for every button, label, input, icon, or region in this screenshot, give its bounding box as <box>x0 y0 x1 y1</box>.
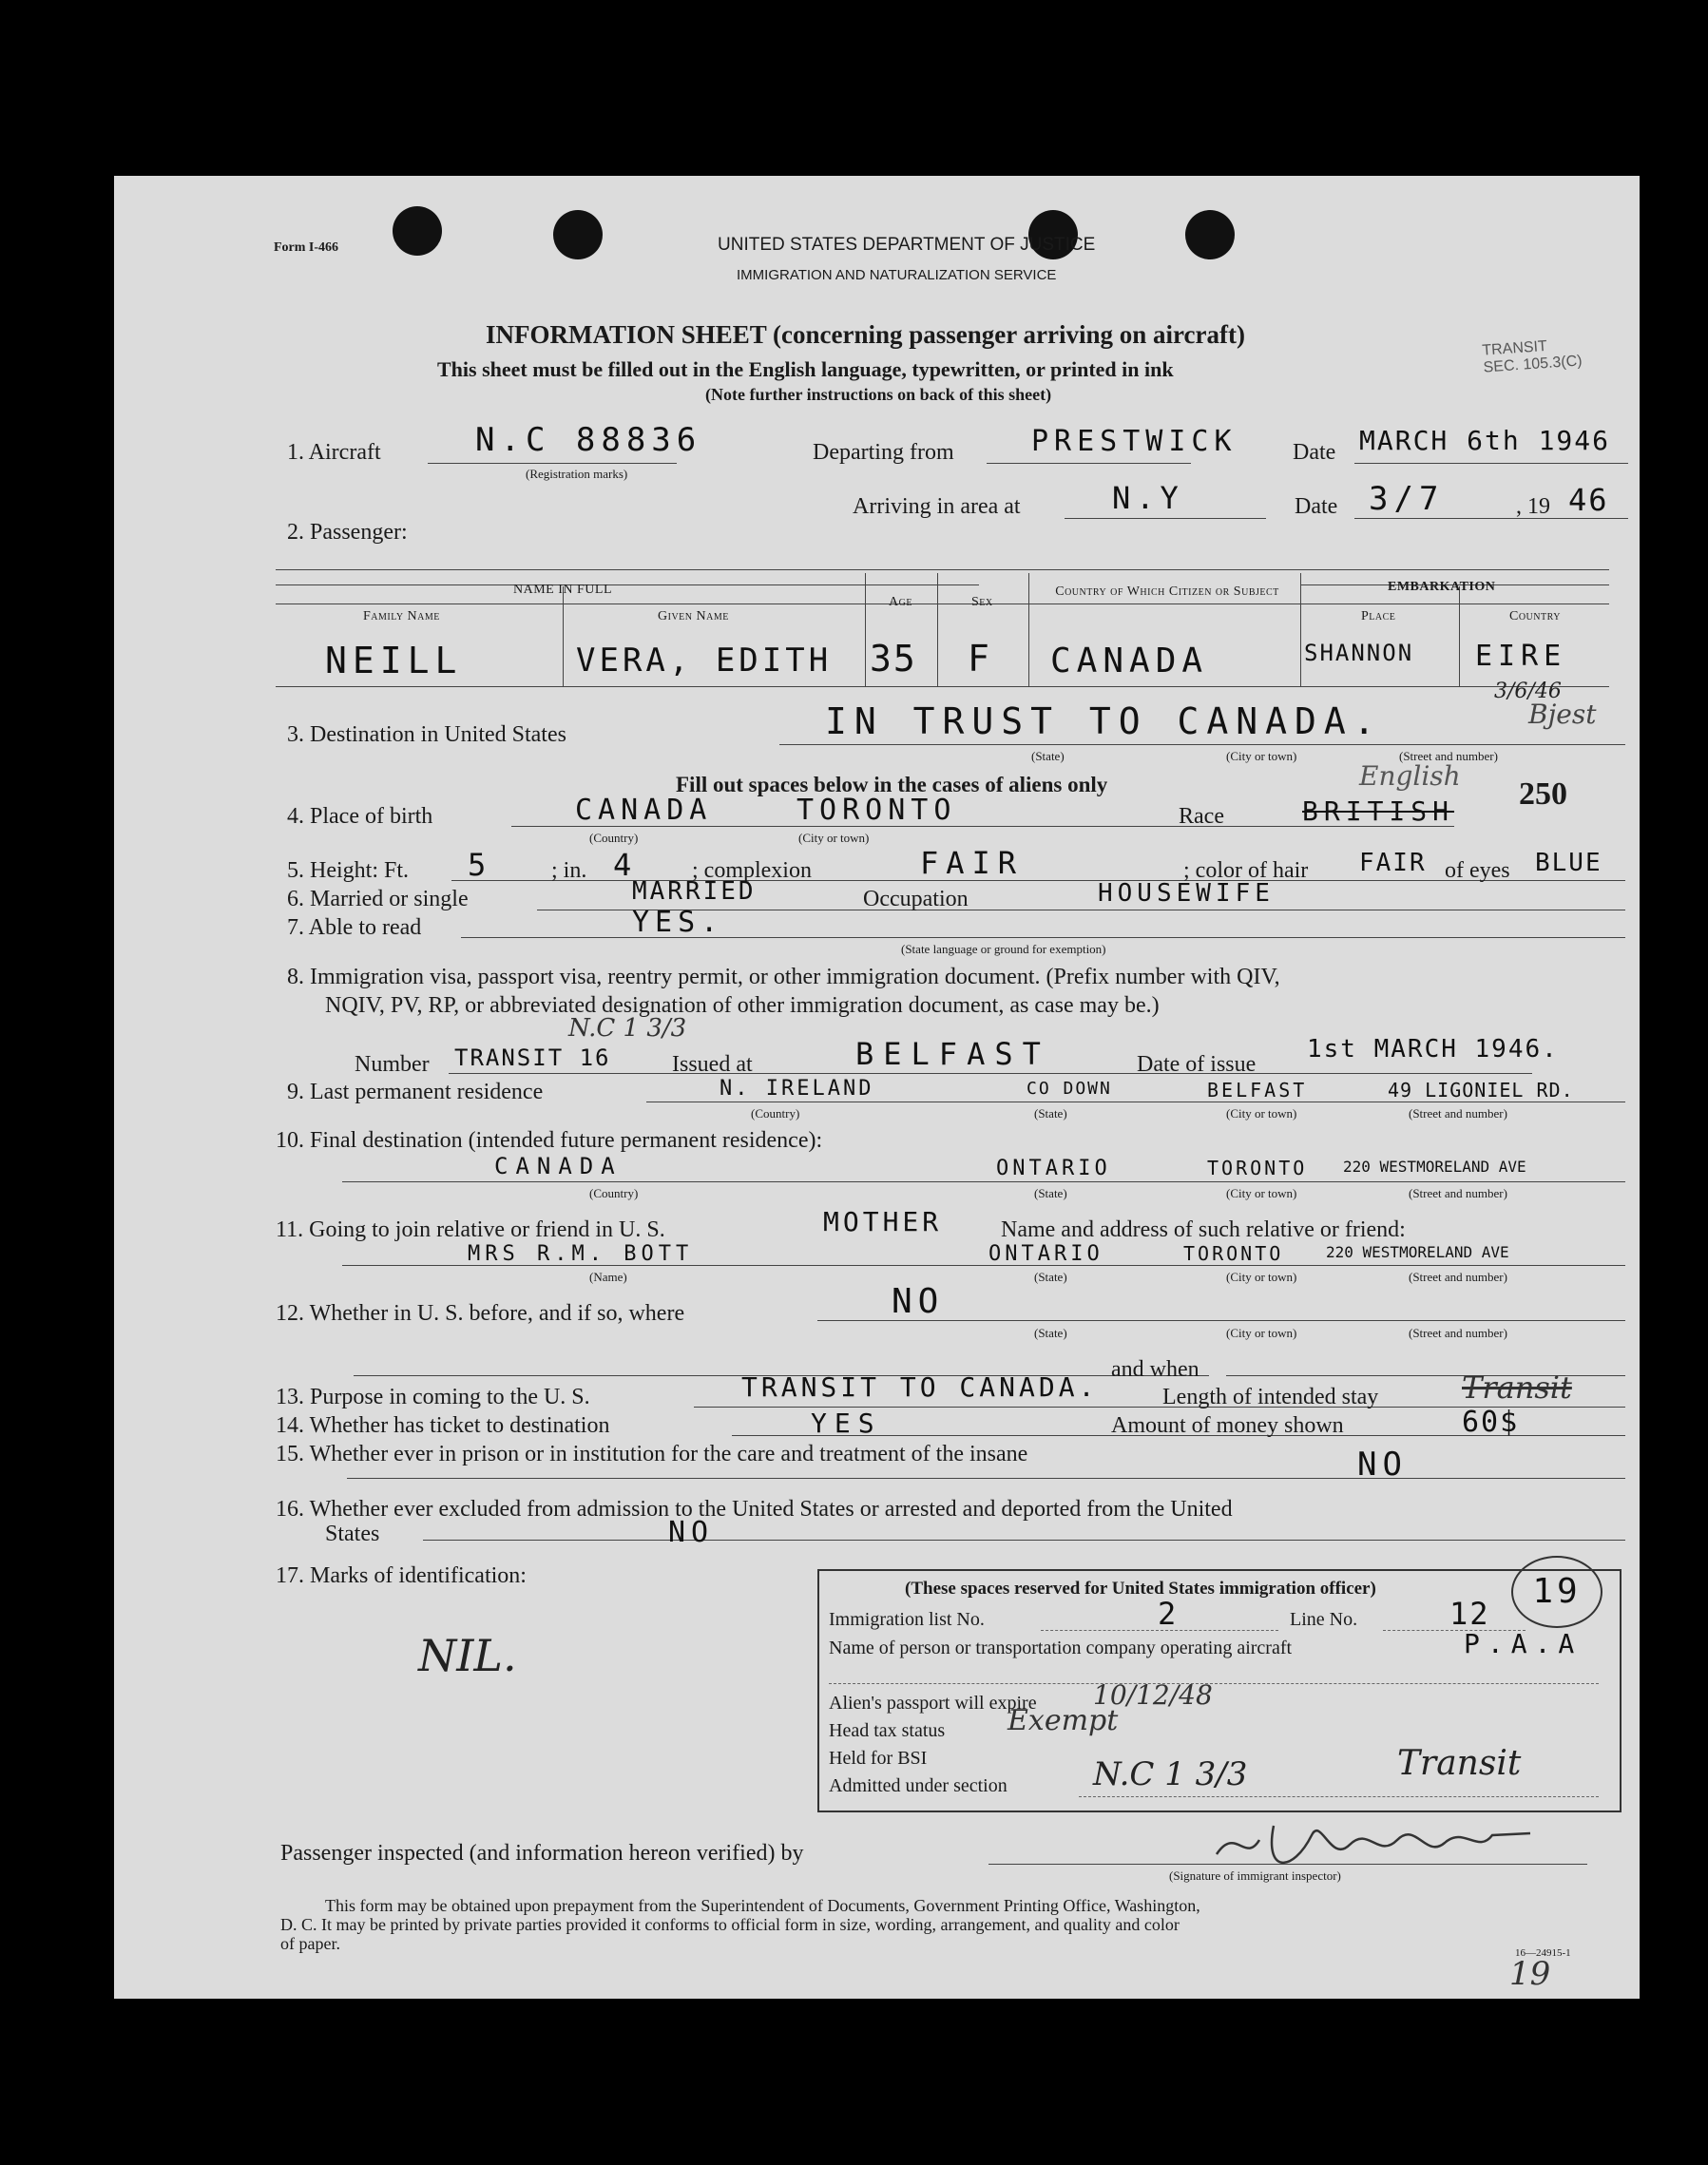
sex-value: F <box>968 638 995 680</box>
inspector-signature <box>1207 1807 1549 1873</box>
date-value: MARCH 6th 1946 <box>1359 425 1611 456</box>
ticket-label: 14. Whether has ticket to destination <box>276 1413 610 1438</box>
eyes-value: BLUE <box>1535 849 1602 877</box>
destination-annotation: Bjest <box>1528 699 1597 730</box>
hair-value: FAIR <box>1359 849 1427 877</box>
list-no-label: Immigration list No. <box>829 1609 985 1630</box>
arriving-value: N.Y <box>1112 480 1184 516</box>
emb-country-value: EIRE <box>1475 640 1567 673</box>
form-title: INFORMATION SHEET (concerning passenger arriving on aircraft) <box>486 320 1245 349</box>
complexion-label: ; complexion <box>692 858 812 883</box>
destination-label: 3. Destination in United States <box>287 722 566 747</box>
final-country-caption: (Country) <box>589 1186 639 1200</box>
dest-street-caption: (Street and number) <box>1399 749 1498 763</box>
issued-label: Issued at <box>672 1052 753 1077</box>
citizen-value: CANADA <box>1050 642 1209 680</box>
relative-city-caption: (City or town) <box>1226 1270 1297 1284</box>
admitted-value: N.C 1 3/3 <box>1093 1755 1248 1793</box>
final-state-value: ONTARIO <box>996 1157 1111 1180</box>
date-label: Date <box>1293 440 1336 465</box>
residence-country-value: N. IRELAND <box>720 1077 874 1101</box>
issue-date-label: Date of issue <box>1137 1052 1257 1077</box>
and-when-label: and when <box>1111 1357 1199 1382</box>
final-street-caption: (Street and number) <box>1409 1186 1507 1200</box>
ticket-value: YES <box>811 1408 882 1439</box>
height-in-label: ; in. <box>551 858 587 883</box>
marital-label: 6. Married or single <box>287 887 469 911</box>
bsi-label: Held for BSI <box>829 1748 928 1769</box>
read-label: 7. Able to read <box>287 915 422 940</box>
final-country-value: CANADA <box>494 1153 623 1179</box>
embarkation-header: EMBARKATION <box>1388 580 1496 594</box>
relation-value: MOTHER <box>823 1206 943 1237</box>
punch-hole <box>1185 210 1235 259</box>
stay-value: Transit <box>1462 1370 1572 1406</box>
passport-label: Alien's passport will expire <box>829 1693 1037 1714</box>
residence-state-value: CO DOWN <box>1027 1079 1112 1099</box>
aircraft-value: N.C 88836 <box>475 421 702 459</box>
relative-city-value: TORONTO <box>1183 1242 1284 1265</box>
relative-name-caption: (Name) <box>589 1270 627 1284</box>
sex-header: Sex <box>971 595 993 609</box>
race-value: BRITISH <box>1302 795 1455 827</box>
footer-line2: D. C. It may be printed by private parties provided it conforms to official form in size, wording, arrangement, and quality and color <box>280 1915 1180 1934</box>
head-tax-label: Head tax status <box>829 1720 946 1741</box>
punch-hole <box>393 206 442 256</box>
residence-state-caption: (State) <box>1034 1106 1067 1121</box>
birth-country-value: CANADA <box>575 794 713 827</box>
passport-value: 10/12/48 <box>1093 1679 1213 1711</box>
dest-state-caption: (State) <box>1031 749 1065 763</box>
read-caption: (State language or ground for exemption) <box>901 942 1106 956</box>
eyes-label: of eyes <box>1445 858 1510 883</box>
age-value: 35 <box>870 638 917 680</box>
admitted-label: Admitted under section <box>829 1775 1008 1796</box>
residence-city-value: BELFAST <box>1207 1079 1308 1102</box>
number-value: TRANSIT 16 <box>454 1044 611 1071</box>
given-name-header: Given Name <box>658 609 729 623</box>
line-no-label: Line No. <box>1290 1609 1358 1630</box>
before-state-caption: (State) <box>1034 1326 1067 1340</box>
occupation-label: Occupation <box>863 887 969 911</box>
residence-country-caption: (Country) <box>751 1106 800 1121</box>
aircraft-label: 1. Aircraft <box>287 440 381 465</box>
residence-street-value: 49 LIGONIEL RD. <box>1388 1079 1574 1102</box>
relative-name-value: MRS R.M. BOTT <box>468 1242 694 1266</box>
name-in-full-header: NAME IN FULL <box>513 583 612 597</box>
relative-street-value: 220 WESTMORELAND AVE <box>1326 1243 1509 1261</box>
visa-text-line1: 8. Immigration visa, passport visa, reentry permit, or other immigration document. (Prefix number with QIV, <box>287 965 1280 989</box>
money-value: 60$ <box>1462 1406 1520 1439</box>
date2-value: 3/7 <box>1369 480 1445 518</box>
page-number: 19 <box>1509 1955 1551 1993</box>
prison-value: NO <box>1357 1446 1408 1484</box>
emb-place-value: SHANNON <box>1304 640 1414 666</box>
visa-text-line2: NQIV, PV, RP, or abbreviated designation of other immigration document, as case may be.) <box>325 993 1160 1018</box>
aliens-note: Fill out spaces below in the cases of aliens only <box>676 773 1108 796</box>
hair-label: ; color of hair <box>1183 858 1309 883</box>
family-name-header: Family Name <box>363 609 440 623</box>
emb-date-annotation: 3/6/46 <box>1494 680 1562 703</box>
birth-city-caption: (City or town) <box>798 831 870 845</box>
operator-value: P.A.A <box>1464 1628 1583 1659</box>
given-name-value: VERA, EDITH <box>576 642 833 680</box>
excluded-value: NO <box>668 1516 715 1549</box>
relative-state-caption: (State) <box>1034 1270 1067 1284</box>
visa-annotation: N.C 1 3/3 <box>568 1014 687 1043</box>
before-label: 12. Whether in U. S. before, and if so, where <box>276 1301 685 1326</box>
birth-city-value: TORONTO <box>796 794 957 827</box>
age-header: Age <box>889 595 912 609</box>
form-subtitle: This sheet must be filled out in the English language, typewritten, or printed in ink <box>437 357 1174 381</box>
marks-label: 17. Marks of identification: <box>276 1563 527 1588</box>
form-sheet <box>114 176 1640 1999</box>
footer-line1: This form may be obtained upon prepayment from the Superintendent of Documents, Government Printing Office, Washington, <box>325 1896 1200 1915</box>
final-state-caption: (State) <box>1034 1186 1067 1200</box>
birth-country-caption: (Country) <box>589 831 639 845</box>
line-no-value: 12 <box>1449 1596 1490 1632</box>
complexion-value: FAIR <box>920 845 1025 881</box>
residence-street-caption: (Street and number) <box>1409 1106 1507 1121</box>
emb-country-header: Country <box>1509 609 1561 623</box>
excluded-text-line1: 16. Whether ever excluded from admission to the United States or arrested and deported from the United <box>276 1497 1233 1522</box>
join-label2: Name and address of such relative or friend: <box>1001 1217 1406 1242</box>
department-name: UNITED STATES DEPARTMENT OF JUSTICE <box>718 235 1096 255</box>
purpose-label: 13. Purpose in coming to the U. S. <box>276 1385 590 1409</box>
before-value: NO <box>892 1282 945 1321</box>
money-label: Amount of money shown <box>1111 1413 1344 1438</box>
head-tax-value: Exempt <box>1008 1704 1119 1737</box>
admitted-note: Transit <box>1397 1744 1522 1783</box>
list-no-value: 2 <box>1158 1596 1182 1632</box>
height-in-value: 4 <box>613 847 638 883</box>
footer-code: 16—24915-1 <box>1515 1947 1571 1959</box>
final-city-caption: (City or town) <box>1226 1186 1297 1200</box>
race-code: 250 <box>1519 776 1567 812</box>
officer-box-heading: (These spaces reserved for United States immigration officer) <box>905 1579 1376 1599</box>
citizen-header: Country of Which Citizen or Subject <box>1055 584 1279 599</box>
marks-value: NIL. <box>418 1630 517 1681</box>
departing-label: Departing from <box>813 440 954 465</box>
issued-value: BELFAST <box>855 1036 1050 1072</box>
final-city-value: TORONTO <box>1207 1157 1308 1179</box>
passenger-label: 2. Passenger: <box>287 520 408 545</box>
issue-date-value: 1st MARCH 1946. <box>1307 1035 1559 1063</box>
departing-value: PRESTWICK <box>1031 425 1238 458</box>
final-street-value: 220 WESTMORELAND AVE <box>1343 1158 1526 1176</box>
residence-label: 9. Last permanent residence <box>287 1080 544 1104</box>
service-name: IMMIGRATION AND NATURALIZATION SERVICE <box>737 267 1057 283</box>
join-label: 11. Going to join relative or friend in U. S. <box>276 1217 665 1242</box>
before-city-caption: (City or town) <box>1226 1326 1297 1340</box>
height-ft-value: 5 <box>468 847 492 883</box>
form-number: Form I-466 <box>274 240 339 255</box>
destination-value: IN TRUST TO CANADA. <box>825 700 1383 742</box>
race-correction: English <box>1359 760 1461 792</box>
arriving-label: Arriving in area at <box>853 494 1021 519</box>
year2-value: 46 <box>1568 482 1609 518</box>
place-header: Place <box>1361 609 1396 623</box>
year-label: , 19 <box>1516 494 1550 519</box>
relative-state-value: ONTARIO <box>988 1242 1103 1266</box>
birthplace-label: 4. Place of birth <box>287 804 433 829</box>
read-value: YES. <box>632 906 724 939</box>
height-label: 5. Height: Ft. <box>287 858 410 883</box>
punch-hole <box>553 210 603 259</box>
footer-line3: of paper. <box>280 1934 340 1953</box>
signature-caption: (Signature of immigrant inspector) <box>1169 1868 1341 1883</box>
inspected-label: Passenger inspected (and information hereon verified) by <box>280 1841 804 1866</box>
date2-label: Date <box>1295 494 1338 519</box>
stay-label: Length of intended stay <box>1162 1385 1379 1409</box>
excluded-text-line2: States <box>325 1522 380 1546</box>
relative-street-caption: (Street and number) <box>1409 1270 1507 1284</box>
registration-caption: (Registration marks) <box>526 467 628 481</box>
family-name-value: NEILL <box>325 640 463 681</box>
transit-stamp: TRANSIT SEC. 105.3(C) <box>1481 337 1583 376</box>
number-label: Number <box>355 1052 430 1077</box>
before-street-caption: (Street and number) <box>1409 1326 1507 1340</box>
prison-label: 15. Whether ever in prison or in institution for the care and treatment of the insane <box>276 1442 1028 1466</box>
race-label: Race <box>1179 804 1224 829</box>
purpose-value: TRANSIT TO CANADA. <box>741 1371 1099 1403</box>
final-dest-label: 10. Final destination (intended future permanent residence): <box>276 1128 823 1153</box>
operator-label: Name of person or transportation company operating aircraft <box>829 1638 1293 1658</box>
circled-number: 19 <box>1511 1556 1602 1628</box>
marital-value: MARRIED <box>632 877 757 906</box>
dest-city-caption: (City or town) <box>1226 749 1297 763</box>
residence-city-caption: (City or town) <box>1226 1106 1297 1121</box>
form-note: (Note further instructions on back of this sheet) <box>705 385 1052 404</box>
occupation-value: HOUSEWIFE <box>1098 879 1275 908</box>
